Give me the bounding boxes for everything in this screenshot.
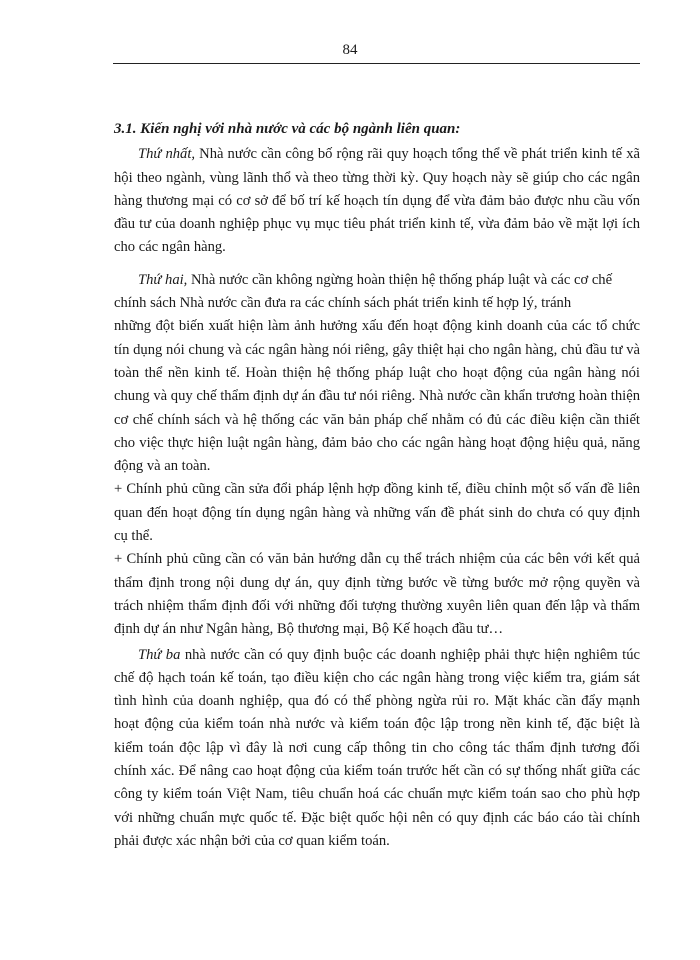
paragraph-thu-nhat <box>114 143 640 259</box>
paragraph-text: Nhà nước cần công bố rộng rãi quy hoạch tổng thể về phát triển kinh tế xã hội theo ngành, vùng lãnh thổ và theo từng thời kỳ. Quy hoạch này sẽ giúp cho các ngân hàng thương mại có cơ sở để bố trí kế hoạch tín dụng để vừa đảm bảo được nhu cầu vốn đầu tư của doanh nghiệp phục vụ mục tiêu phát triển kinh tế, vừa đảm bảo về mặt lợi ích cho các ngân hàng. <box>114 146 640 256</box>
paragraph-thu-hai-intro <box>114 269 640 316</box>
page-number: 84 <box>342 42 358 58</box>
header-rule <box>113 63 640 64</box>
paragraph-text: nhà nước cần có quy định buộc các doanh nghiệp phải thực hiện nghiêm túc chế độ hạch toán kế toán, tạo điều kiện cho các ngân hàng trong việc kiểm tra, giám sát tình hình của doanh nghiệp, qua đó có thể phòng ngừa rủi ro. Mặt khác cần đẩy mạnh hoạt động của kiểm toán nhà nước và kiểm toán độc lập trong nền kinh tế, đặc biệt là kiểm toán độc lập vì đây là nơi cung cấp thông tin cho công tác thẩm định tương đối chính xác. Để nâng cao hoạt động của kiểm toán trước hết cần có sự thống nhất giữa các công ty kiểm toán Việt Nam, tiêu chuẩn hoá các chuẩn mực kiểm toán sao cho phù hợp với những chuẩn mực quốc tế. Đặc biệt quốc hội nên có quy định các báo cáo tài chính phải được xác nhận bởi của cơ quan kiểm toán. <box>114 646 640 849</box>
paragraph-lead: Thứ ba <box>138 646 181 663</box>
paragraph-lead: Thứ nhất, <box>138 146 196 163</box>
section-heading: 3.1. Kiến nghị với nhà nước và các bộ ngành liên quan: <box>114 121 461 137</box>
document-body <box>114 118 640 853</box>
paragraph-lead: Thứ hai, <box>138 271 188 288</box>
bullet-item-2: + Chính phủ cũng cần có văn bản hướng dẫn cụ thể trách nhiệm của các bên với kết quả thẩm định trong nội dung dự án, quy định từng bước về từng bước mở rộng quyền và trách nhiệm thẩm định đối với những đối tượng thường xuyên liên quan đến lập và thẩm định dự án như Ngân hàng, Bộ thương mại, Bộ Kế hoạch đầu tư… <box>114 551 640 638</box>
paragraph-thu-ba <box>114 644 640 854</box>
paragraph-text: Nhà nước cần không ngừng hoàn thiện hệ thống pháp luật và các cơ chế chính sách Nhà nước cần đưa ra các chính sách phát triển kinh tế hợp lý, tránh <box>114 271 613 312</box>
paragraph-thu-hai-body: những đột biến xuất hiện làm ảnh hưởng xấu đến hoạt động kinh doanh của các tổ chức tín dụng nói chung và các ngân hàng nói riêng, gây thiệt hại cho ngân hàng, chủ đầu tư và toàn thể nền kinh tế. Hoàn thiện hệ thống pháp luật cho hoạt động của ngân hàng nói chung và quy chế thẩm định dự án đầu tư nói riêng. Nhà nước cần khẩn trương hoàn thiện cơ chế chính sách và hệ thống các văn bản pháp chế nhằm có đủ các điều kiện cần thiết cho việc thực hiện luật ngân hàng, đảm bảo cho các ngân hàng hoạt động hiệu quả, năng động và an toàn. <box>114 318 640 475</box>
bullet-item-1: + Chính phủ cũng cần sửa đổi pháp lệnh hợp đồng kinh tế, điều chỉnh một số vấn đề liên quan đến hoạt động tín dụng ngân hàng và những vấn đề phát sinh do chưa có quy định cụ thể. <box>114 481 640 545</box>
